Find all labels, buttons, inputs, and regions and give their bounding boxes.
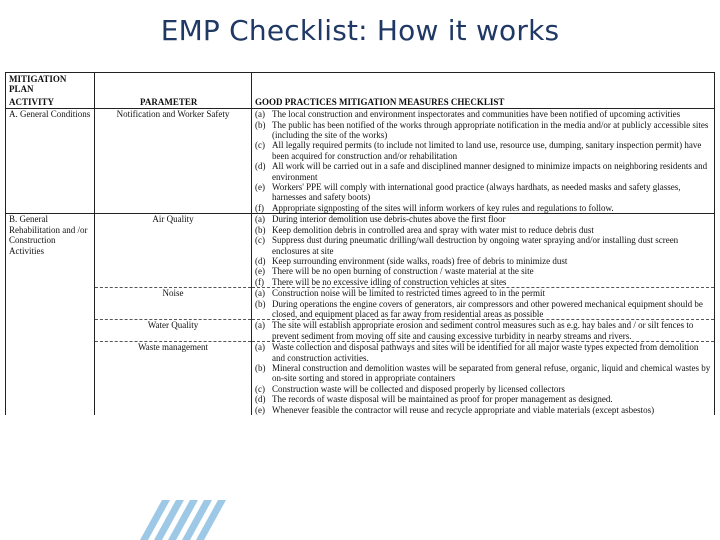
checklist-item-letter: (c) xyxy=(255,235,265,246)
checklist-item-text: Workers' PPE will comply with international good practice (always hardhats, as needed masks and safety glasses, harnesses and safety boots) xyxy=(272,182,681,203)
checklist-item-text: Whenever feasible the contractor will reuse and recycle appropriate and viable materials (except asbestos) xyxy=(272,404,655,415)
table-row xyxy=(6,109,715,214)
header-row-top xyxy=(6,73,715,96)
checklist-item-letter: (b) xyxy=(255,298,266,309)
header-checklist: GOOD PRACTICES MITIGATION MEASURES CHECKLIST xyxy=(252,96,715,109)
checklist-item xyxy=(255,140,711,161)
checklist-item xyxy=(255,363,711,384)
checklist-item-letter: (e) xyxy=(255,266,265,277)
checklist-item-letter: (e) xyxy=(255,182,265,193)
checklist-item xyxy=(255,214,711,224)
checklist-item-text: There will be no open burning of construction / waste material at the site xyxy=(272,266,534,277)
checklist-item xyxy=(255,342,711,363)
table-row xyxy=(6,342,715,415)
checklist-item xyxy=(255,225,711,235)
emp-checklist-table xyxy=(5,72,715,415)
checklist-item-letter: (f) xyxy=(255,202,264,213)
checklist-item-text: Appropriate signposting of the sites will inform workers of key rules and regulations to follow. xyxy=(272,202,614,213)
checklist-item xyxy=(255,120,711,141)
checklist-item-letter: (c) xyxy=(255,140,265,151)
checklist-cell xyxy=(252,109,715,214)
checklist-item xyxy=(255,277,711,287)
checklist-item xyxy=(255,299,711,320)
checklist-item xyxy=(255,182,711,203)
checklist-item-text: Keep demolition debris in controlled area and spray with water mist to reduce debris dust xyxy=(272,224,594,235)
checklist-item-text: Mineral construction and demolition wastes will be separated from general refuse, organic, liquid and chemical wastes by on-site sorting and stored in appropriate containers xyxy=(272,362,711,384)
header-mitigation-plan: MITIGATION PLAN xyxy=(6,73,95,96)
checklist-cell xyxy=(252,288,715,320)
checklist-item-text: Keep surrounding environment (side walks, roads) free of debris to minimize dust xyxy=(272,255,568,266)
parameter-cell: Noise xyxy=(95,288,252,320)
checklist-item-text: Waste collection and disposal pathways and sites will be identified for all major waste types expected from demolition and construction activities. xyxy=(272,342,699,363)
checklist-item-text: Construction noise will be limited to restricted times agreed to in the permit xyxy=(272,288,545,299)
checklist-item xyxy=(255,203,711,213)
table-body xyxy=(6,109,715,415)
checklist-item-text: All legally required permits (to include not limited to land use, resource use, dumping, sanitary inspection permit) have been acquired for construction and/or rehabilitation xyxy=(272,140,702,161)
checklist-item xyxy=(255,320,711,341)
activity-cell: B. General Rehabilitation and /or Construction Activities xyxy=(6,214,95,415)
checklist-item-letter: (a) xyxy=(255,288,265,299)
parameter-cell: Notification and Worker Safety xyxy=(95,109,252,214)
checklist-item-letter: (d) xyxy=(255,394,266,405)
checklist-item xyxy=(255,256,711,266)
table-row xyxy=(6,214,715,288)
checklist-item-text: The local construction and environment inspectorates and communities have been notified of upcoming activities xyxy=(272,109,681,120)
checklist-item xyxy=(255,394,711,404)
checklist-item-text: The site will establish appropriate erosion and sediment control measures such as e.g. hay bales and / or silt fences to prevent sediment from moving off site and causing excessive turbidity in nearby streams and rivers. xyxy=(272,320,694,341)
checklist-item xyxy=(255,109,711,119)
checklist-item-text: During interior demolition use debris-chutes above the first floor xyxy=(272,214,506,225)
checklist-item-letter: (b) xyxy=(255,362,266,373)
checklist-item-text: There will be no excessive idling of construction vehicles at sites xyxy=(272,276,507,287)
checklist-item xyxy=(255,384,711,394)
table-row xyxy=(6,288,715,320)
decorative-stripes xyxy=(140,490,250,540)
checklist-item-letter: (a) xyxy=(255,214,265,225)
checklist-cell xyxy=(252,320,715,342)
activity-cell: A. General Conditions xyxy=(6,109,95,214)
checklist-item-letter: (f) xyxy=(255,276,264,287)
checklist-item-letter: (d) xyxy=(255,161,266,172)
checklist-item-text: The public has been notified of the works through appropriate notification in the media and/or at publicly accessible sites (including the site of the works) xyxy=(272,119,709,141)
checklist-item xyxy=(255,288,711,298)
parameter-cell: Waste management xyxy=(95,342,252,415)
header-row xyxy=(6,96,715,109)
checklist-cell xyxy=(252,214,715,288)
checklist-item-letter: (c) xyxy=(255,383,265,394)
checklist-item-text: Suppress dust during pneumatic drilling/wall destruction by ongoing water spraying and/or installing dust screen enclosures at site xyxy=(272,235,679,256)
page-title: EMP Checklist: How it works xyxy=(160,14,560,47)
checklist-item xyxy=(255,235,711,256)
checklist-item-text: Construction waste will be collected and disposed properly by licensed collectors xyxy=(272,383,565,394)
checklist-item-letter: (e) xyxy=(255,404,265,415)
checklist-item-letter: (b) xyxy=(255,224,266,235)
checklist-item-text: All work will be carried out in a safe and disciplined manner designed to minimize impacts on neighboring residents and environment xyxy=(272,161,708,182)
checklist-item-letter: (a) xyxy=(255,109,265,120)
checklist-item-text: During operations the engine covers of generators, air compressors and other powered mechanical equipment should be closed, and equipment placed as far away from residential areas as possible xyxy=(272,298,703,319)
checklist-item-letter: (a) xyxy=(255,320,265,331)
table-row xyxy=(6,320,715,342)
checklist-item-letter: (a) xyxy=(255,342,265,353)
checklist-cell xyxy=(252,342,715,415)
header-activity: ACTIVITY xyxy=(6,96,95,109)
header-parameter: PARAMETER xyxy=(95,96,252,109)
checklist-item-letter: (b) xyxy=(255,119,266,130)
parameter-cell: Air Quality xyxy=(95,214,252,288)
checklist-item xyxy=(255,161,711,182)
checklist-item xyxy=(255,405,711,415)
checklist-item-letter: (d) xyxy=(255,255,266,266)
emp-checklist-table-container xyxy=(5,72,715,492)
checklist-item-text: The records of waste disposal will be maintained as proof for proper management as designed. xyxy=(272,394,613,405)
checklist-item xyxy=(255,266,711,276)
parameter-cell: Water Quality xyxy=(95,320,252,342)
